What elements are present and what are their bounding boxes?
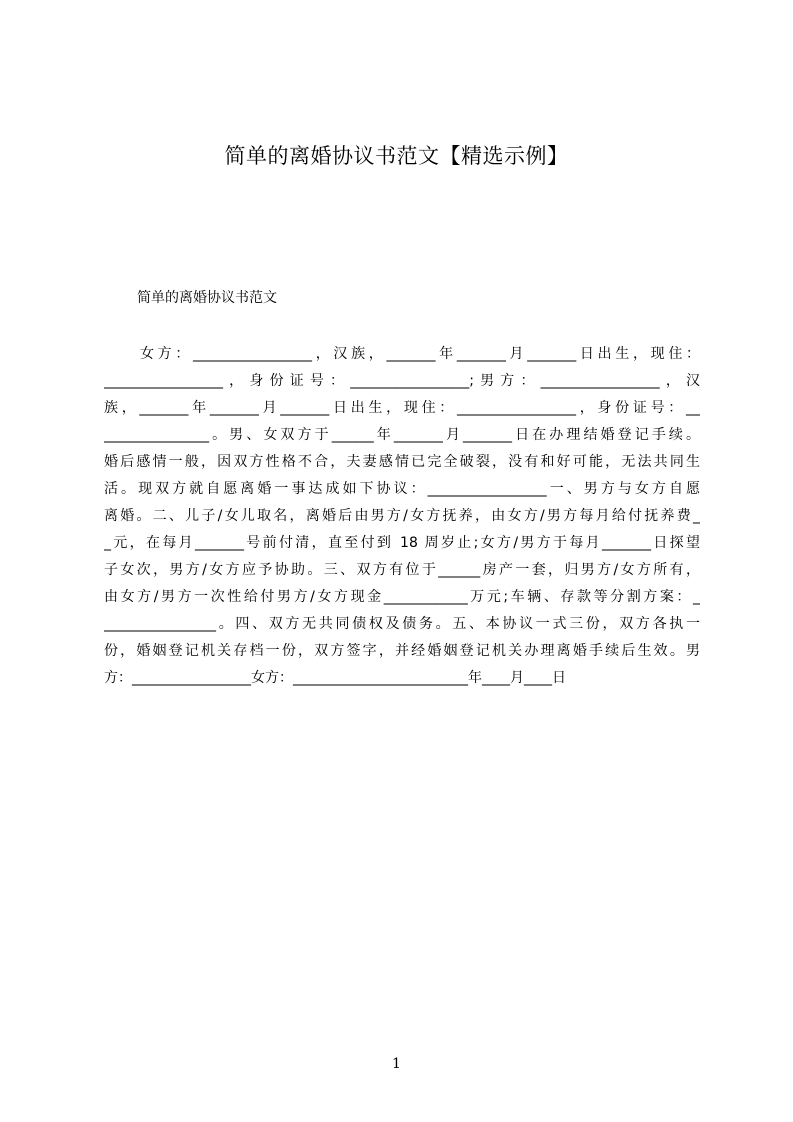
body-line: ________________。四、双方无共同债权及债务。五、本协议一式三份，双方各执一 — [104, 616, 700, 632]
body-line: _______________。男、女双方于______年_______月_______日在办理结婚登记手续。 — [104, 427, 700, 443]
body-line: 子女次，男方/女方应予协助。三、双方有位于______房产一套，归男方/女方所有， — [104, 562, 700, 578]
body-line: 由女方/男方一次性给付男方/女方现金____________万元;车辆、存款等分割方案：_ — [104, 589, 700, 605]
body-line: 女方：_________________，汉族，_______年_______月_______日出生，现住： — [140, 346, 700, 362]
page-title: 简单的离婚协议书范文【精选示例】 — [224, 144, 569, 168]
body-line: 族，_______年_______月_______日出生，现住：_________________，身份证号：__ — [104, 400, 700, 416]
body-line: _________________，身份证号：_________________;男方：_________________，汉 — [104, 373, 700, 389]
body-line: _元，在每月_______号前付清，直至付到 18 周岁止;女方/男方于每月_______日探望 — [104, 535, 700, 551]
signature-line: 方：_________________女方：_________________________年____月____日 — [104, 670, 566, 686]
body-line: 婚后感情一般，因双方性格不合，夫妻感情已完全破裂，没有和好可能，无法共同生 — [104, 454, 700, 470]
agreement-body — [104, 343, 700, 694]
body-line: 活。现双方就自愿离婚一事达成如下协议：_________________一、男方与女方自愿 — [104, 481, 700, 497]
body-line: 份，婚姻登记机关存档一份，双方签字，并经婚姻登记机关办理离婚手续后生效。男 — [104, 643, 700, 659]
document-subtitle: 简单的离婚协议书范文 — [137, 290, 277, 306]
body-line: 离婚。二、儿子/女儿取名，离婚后由男方/女方抚养，由女方/男方每月给付抚养费_ — [104, 508, 700, 524]
page-number: 1 — [392, 1056, 401, 1072]
